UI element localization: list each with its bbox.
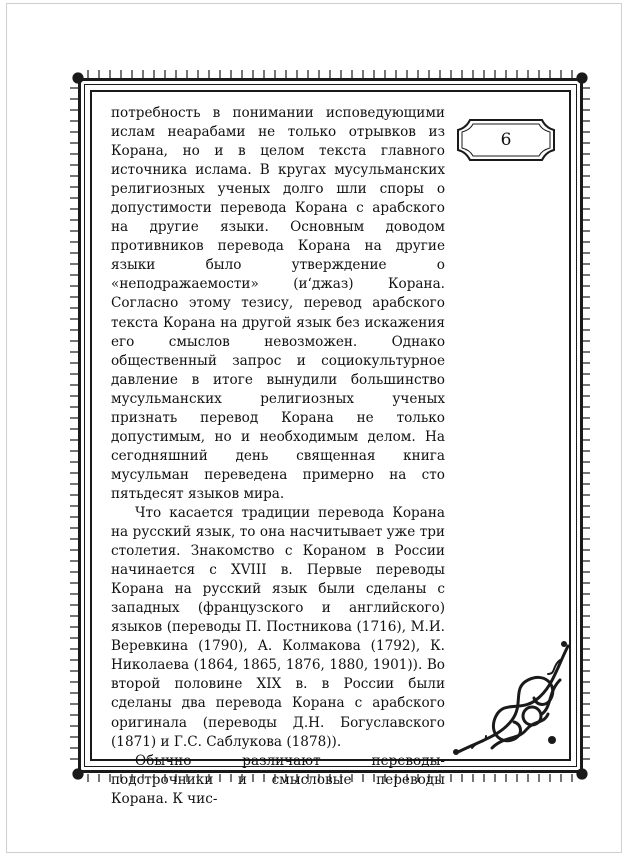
page-number: 6 bbox=[500, 130, 512, 150]
body-text bbox=[111, 104, 445, 809]
paragraph: Что касается традиции перевода Корана на русский язык, то она насчитывает уже три столетия. Знакомство с Кораном в России начинается с XVIII в. Первые переводы Корана на русский язык были сделаны с западных (французского и английского) языков (переводы П. Постникова (1716), М.И. Веревкина (1790), А. Колмакова (1792), К. Николаева (1864, 1865, 1876, 1880, 1901)). Во второй половине XIX в. в России были сделаны два перевода Корана с арабского оригинала (переводы Д.Н. Богуславского (1871) и Г.С. Саблукова (1878)). bbox=[111, 504, 445, 750]
corner-ornament bbox=[452, 640, 572, 758]
paragraph: Обычно различают переводы-подстрочники и смысловые переводы Корана. К чис- bbox=[111, 752, 445, 807]
paragraph: потребность в понимании исповедующими ислам неарабами не только отрывков из Корана, но и в целом текста главного источника ислама. В кругах мусульманских религиозных ученых долго шли споры о допустимости перевода Корана с арабского на другие языки. Основным доводом противников перевода Корана на другие языки было утверждение о «неподражаемости» (иʻджаз) Корана. Согласно этому тезису, перевод арабского текста Корана на другой язык без искажения его смыслов невозможен. Однако общественный запрос и социокультурное давление в итоге вынудили большинство мусульманских религиозных ученых признать перевод Корана не только допустимым, но и необходимым делом. На сегодняшний день священная книга мусульман переведена примерно на сто пятьдесят языков мира. bbox=[111, 105, 445, 502]
